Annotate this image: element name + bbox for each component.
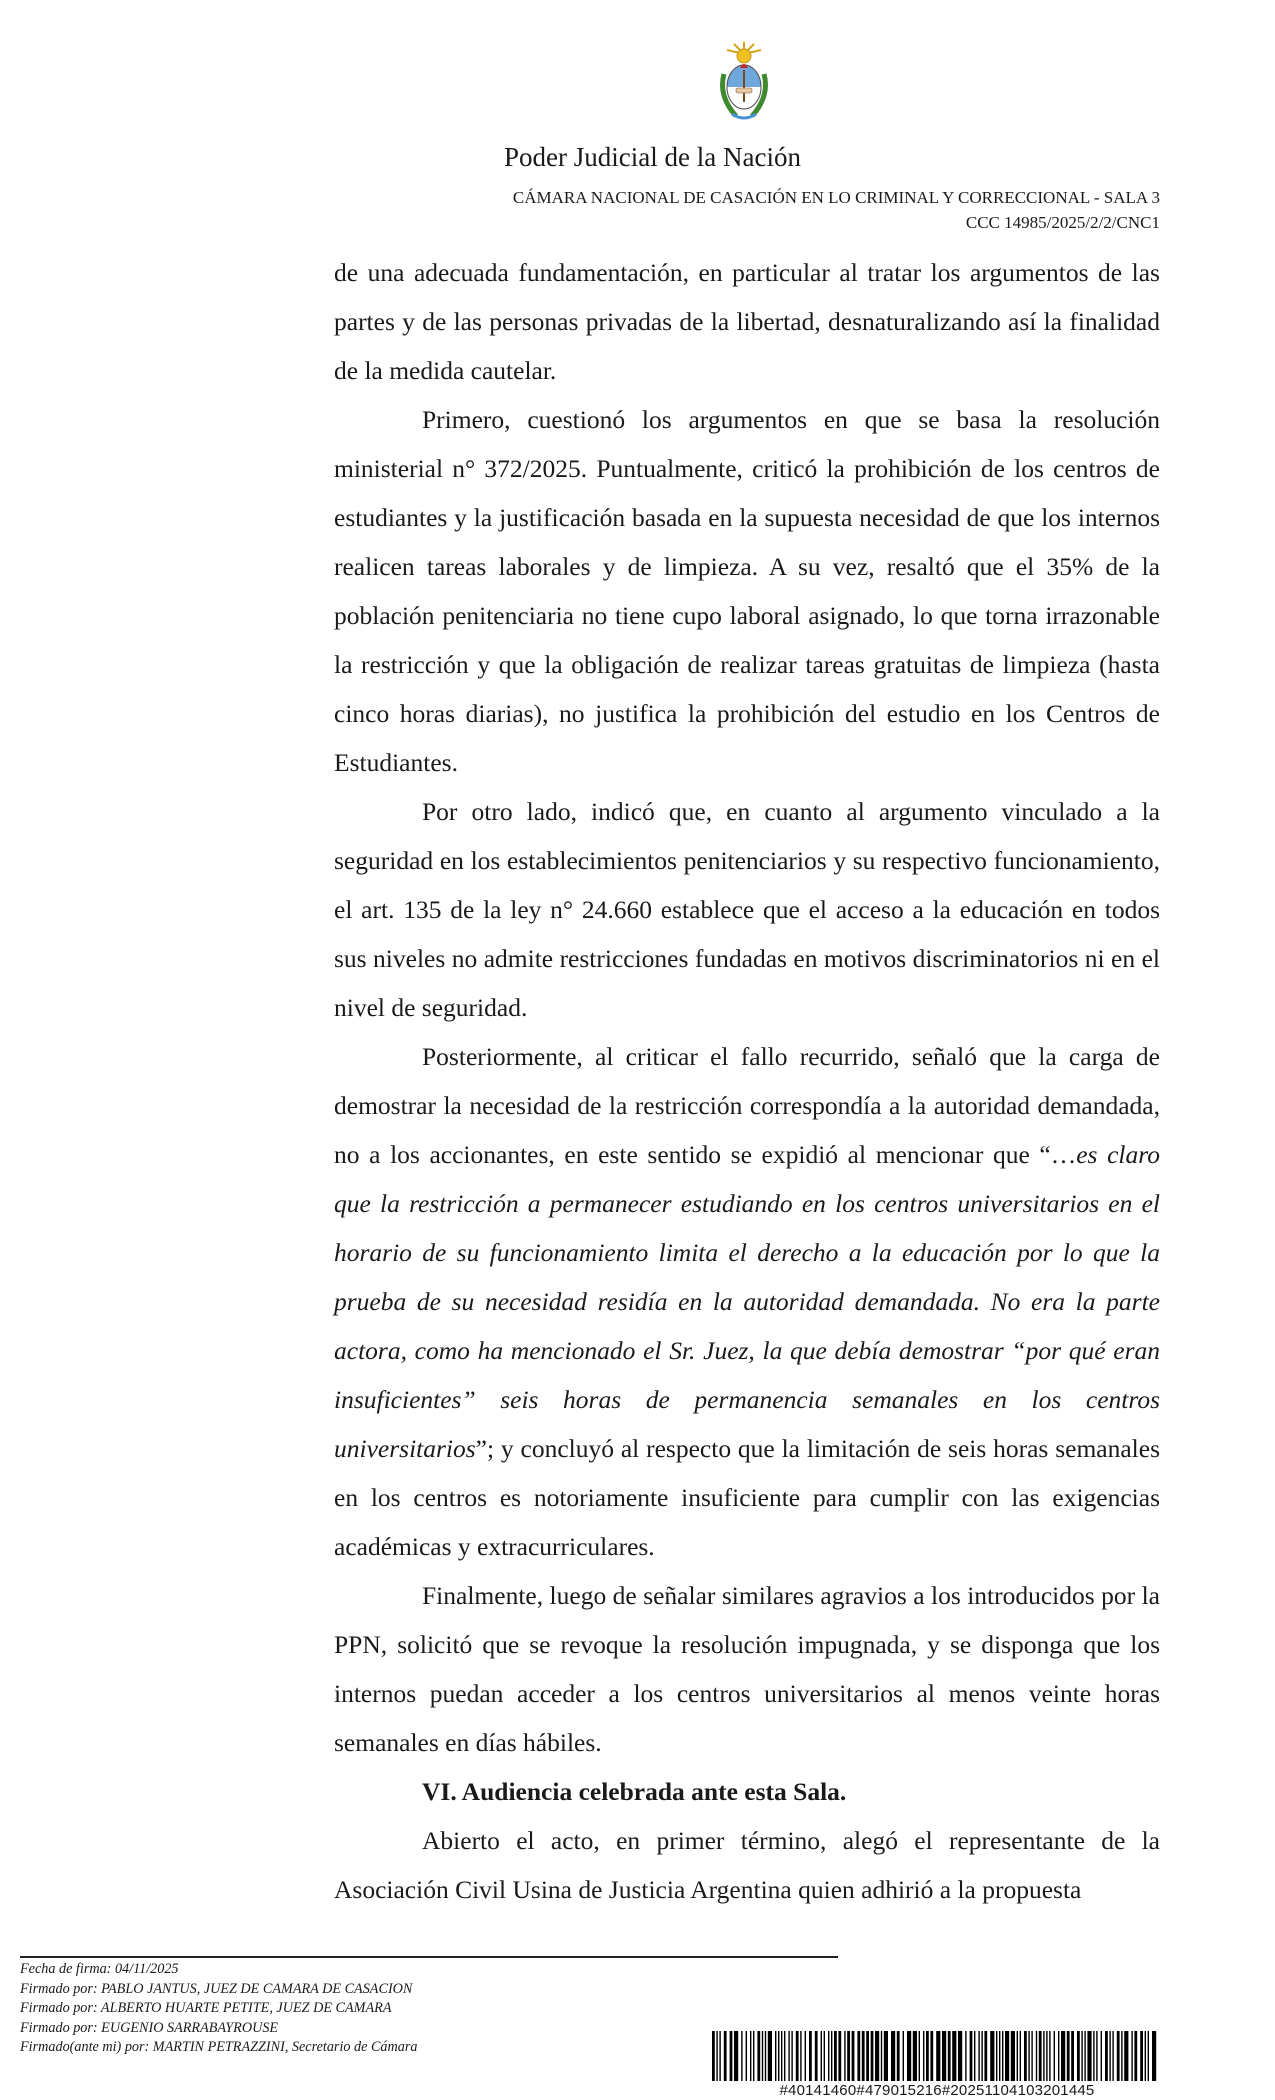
barcode-bar: [942, 2031, 946, 2081]
barcode-bar: [1054, 2031, 1055, 2081]
barcode-bar: [884, 2031, 888, 2081]
case-number: CCC 14985/2025/2/2/CNC1: [965, 213, 1160, 232]
barcode-bar: [1121, 2031, 1122, 2081]
barcode-bar: [881, 2031, 882, 2081]
barcode-bar: [1039, 2031, 1042, 2081]
barcode-bar: [970, 2031, 973, 2081]
paragraph-1: de una adecuada fundamentación, en particular al tratar los argumentos de las partes y de las personas privadas de la libertad, desnaturalizando así la finalidad de la medida cautelar.: [334, 258, 1160, 385]
barcode-bar: [1145, 2031, 1146, 2081]
barcode-bar: [1087, 2031, 1091, 2081]
paragraph-4-quote: es claro que la restricción a permanecer estudiando en los centros universitarios en el horario de su funcionamiento limita el derecho a la educación por lo que la prueba de su necesidad residía en la autoridad demandada. No era la parte actora, como ha mencionado el Sr. Juez, la que debía demostrar “por qué eran insuficientes” seis horas de permanencia semanales en los centros universitarios: [334, 1140, 1160, 1463]
barcode-bar: [981, 2031, 982, 2081]
barcode-bar: [1112, 2031, 1113, 2081]
barcode-bar: [1117, 2031, 1120, 2081]
barcode-bar: [923, 2031, 924, 2081]
barcode-bar: [913, 2031, 917, 2081]
barcode-bar: [750, 2031, 751, 2081]
barcode-bar: [978, 2031, 979, 2081]
paragraph-5: Finalmente, luego de señalar similares agravios a los introducidos por la PPN, solicitó que se revoque la resolución impugnada, y se disponga que los internos puedan acceder a los centros universitarios al menos veinte horas semanales en días hábiles.: [334, 1581, 1160, 1757]
barcode-bar: [1017, 2031, 1018, 2081]
barcode-bar: [903, 2031, 904, 2081]
signature-date: Fecha de firma: 04/11/2025: [20, 1961, 179, 1977]
barcode-bar: [1031, 2031, 1032, 2081]
signature-line: Firmado por: PABLO JANTUS, JUEZ DE CAMARA DE CASACION: [20, 1980, 413, 1997]
institution-title: Poder Judicial de la Nación: [504, 142, 801, 172]
signature-line: Firmado(ante mi) por: MARTIN PETRAZZINI, Secretario de Cámara: [20, 2039, 418, 2055]
barcode-bar: [930, 2031, 933, 2081]
paragraph-4: [334, 1032, 1160, 1571]
paragraph-2: Primero, cuestionó los argumentos en que se basa la resolución ministerial n° 372/2025. Puntualmente, criticó la prohibición de los centros de estudiantes y la justificación basada en la supuesta necesidad de que los internos realicen tareas laborales y de limpieza. A su vez, resaltó que el 35% de la población penitenciaria no tiene cupo laboral asignado, lo que torna irrazonable la restricción y que la obligación de realizar tareas gratuitas de limpieza (hasta cinco horas diarias), no justifica la prohibición del estudio en los Centros de Estudiantes.: [334, 405, 1160, 777]
barcode-bar: [815, 2031, 818, 2081]
barcode-bar: [952, 2031, 956, 2081]
argentina-coat-of-arms-icon: [714, 40, 774, 126]
barcode-bar: [753, 2031, 754, 2081]
barcode-bar: [834, 2031, 837, 2081]
barcode-bar: [1011, 2031, 1015, 2081]
barcode-bar: [1061, 2031, 1065, 2081]
barcode-bar: [712, 2031, 715, 2081]
signature-block: [20, 1960, 417, 2058]
barcode-bar: [828, 2031, 829, 2081]
barcode-bar: [838, 2031, 841, 2081]
barcode-bar: [1131, 2031, 1132, 2081]
barcode-bar: [757, 2031, 760, 2081]
barcode-bar: [1134, 2031, 1137, 2081]
barcode-bar: [897, 2031, 900, 2081]
barcode-bar: [919, 2031, 920, 2081]
barcode-bar: [1005, 2031, 1009, 2081]
barcode-bar: [1084, 2031, 1085, 2081]
barcode-bar: [857, 2031, 860, 2081]
barcode-bar: [765, 2031, 766, 2081]
barcode-bar: [788, 2031, 789, 2081]
barcode-bar: [716, 2031, 717, 2081]
barcode-bar: [1096, 2031, 1097, 2081]
barcode-bar: [907, 2031, 911, 2081]
barcode-bar: [762, 2031, 763, 2081]
barcode-bar: [852, 2031, 855, 2081]
barcode-bar: [1101, 2031, 1102, 2081]
barcode-bar: [1124, 2031, 1128, 2081]
barcode-bar: [1046, 2031, 1047, 2081]
barcode-bar: [1002, 2031, 1003, 2081]
barcode-bar: [926, 2031, 929, 2081]
barcode-bar: [875, 2031, 879, 2081]
barcode-bar: [1024, 2031, 1027, 2081]
barcode-bar: [1140, 2031, 1143, 2081]
paragraph-3: Por otro lado, indicó que, en cuanto al argumento vinculado a la seguridad en los establecimientos penitenciarios y su respectivo funcionamiento, el art. 135 de la ley n° 24.660 establece que el acceso a la educación en todos sus niveles no admite restricciones fundadas en motivos discriminatorios ni en el nivel de seguridad.: [334, 797, 1160, 1022]
signature-line: Firmado por: EUGENIO SARRABAYROUSE: [20, 2019, 279, 2036]
paragraph-4-intro: Posteriormente, al criticar el fallo recurrido, señaló que la carga de demostrar la necesidad de la restricción correspondía a la autoridad demandada, no a los accionantes, en este sentido se expidió al mencionar que “…: [334, 1042, 1160, 1169]
section-heading: VI. Audiencia celebrada ante esta Sala.: [422, 1777, 847, 1806]
barcode-bar: [862, 2031, 865, 2081]
barcode-bar: [871, 2031, 874, 2081]
barcode-bar: [891, 2031, 895, 2081]
barcode-bar: [1067, 2031, 1070, 2081]
barcode-bar: [1058, 2031, 1059, 2081]
barcode-bar: [999, 2031, 1000, 2081]
barcode-bar: [831, 2031, 832, 2081]
barcode-bar: [1028, 2031, 1029, 2081]
barcode-bar: [1148, 2031, 1149, 2081]
barcode-bar: [778, 2031, 779, 2081]
chamber-name: CÁMARA NACIONAL DE CASACIÓN EN LO CRIMINAL Y CORRECCIONAL - SALA 3: [512, 188, 1160, 207]
barcode-bar: [791, 2031, 792, 2081]
barcode-bar: [1081, 2031, 1082, 2081]
barcode-bar: [768, 2031, 772, 2081]
paragraph-4-conclusion: ”; y concluyó al respecto que la limitación de seis horas semanales en los centros es notoriamente insuficiente para cumplir con las exigencias académicas y extracurriculares.: [334, 1434, 1160, 1561]
barcode-bar: [1077, 2031, 1080, 2081]
signature-divider: [20, 1956, 838, 1958]
barcode-bar: [965, 2031, 966, 2081]
barcode-bar: [809, 2031, 812, 2081]
barcode-bar: [1049, 2031, 1050, 2081]
barcode-bar: [821, 2031, 822, 2081]
barcode-bar: [958, 2031, 962, 2081]
barcode-bar: [866, 2031, 869, 2081]
barcode-bar: [1093, 2031, 1094, 2081]
document-body: [334, 248, 1160, 1914]
barcode-bar: [1020, 2031, 1021, 2081]
barcode-bar: [824, 2031, 825, 2081]
barcode-number: #40141460#479015216#20251104103201445: [779, 2082, 1095, 2099]
barcode-icon: [712, 2031, 1157, 2081]
barcode-bar: [800, 2031, 801, 2081]
barcode-bar: [1109, 2031, 1110, 2081]
barcode-bar: [796, 2031, 799, 2081]
barcode-bar: [844, 2031, 845, 2081]
barcode-bar: [974, 2031, 975, 2081]
barcode-bar: [1036, 2031, 1037, 2081]
barcode-bar: [1152, 2031, 1156, 2081]
barcode-bar: [730, 2031, 733, 2081]
barcode-bar: [990, 2031, 994, 2081]
barcode-bar: [847, 2031, 850, 2081]
barcode-bar: [741, 2031, 742, 2081]
barcode-bar: [775, 2031, 776, 2081]
barcode-bar: [784, 2031, 785, 2081]
barcode-bar: [805, 2031, 806, 2081]
barcode-bar: [948, 2031, 951, 2081]
barcode-bar: [734, 2031, 738, 2081]
paragraph-6: Abierto el acto, en primer término, alegó el representante de la Asociación Civil Usina de Justicia Argentina quien adhirió a la propuesta: [334, 1826, 1160, 1904]
barcode-bar: [936, 2031, 940, 2081]
barcode-bar: [1071, 2031, 1074, 2081]
barcode-bar: [724, 2031, 727, 2081]
barcode-bar: [996, 2031, 997, 2081]
barcode-bar: [1105, 2031, 1108, 2081]
barcode-bar: [1043, 2031, 1044, 2081]
signature-line: Firmado por: ALBERTO HUARTE PETITE, JUEZ DE CAMARA: [20, 2000, 392, 2016]
barcode-bar: [781, 2031, 782, 2081]
barcode-bar: [984, 2031, 987, 2081]
barcode-bar: [719, 2031, 720, 2081]
barcode-bar: [746, 2031, 747, 2081]
